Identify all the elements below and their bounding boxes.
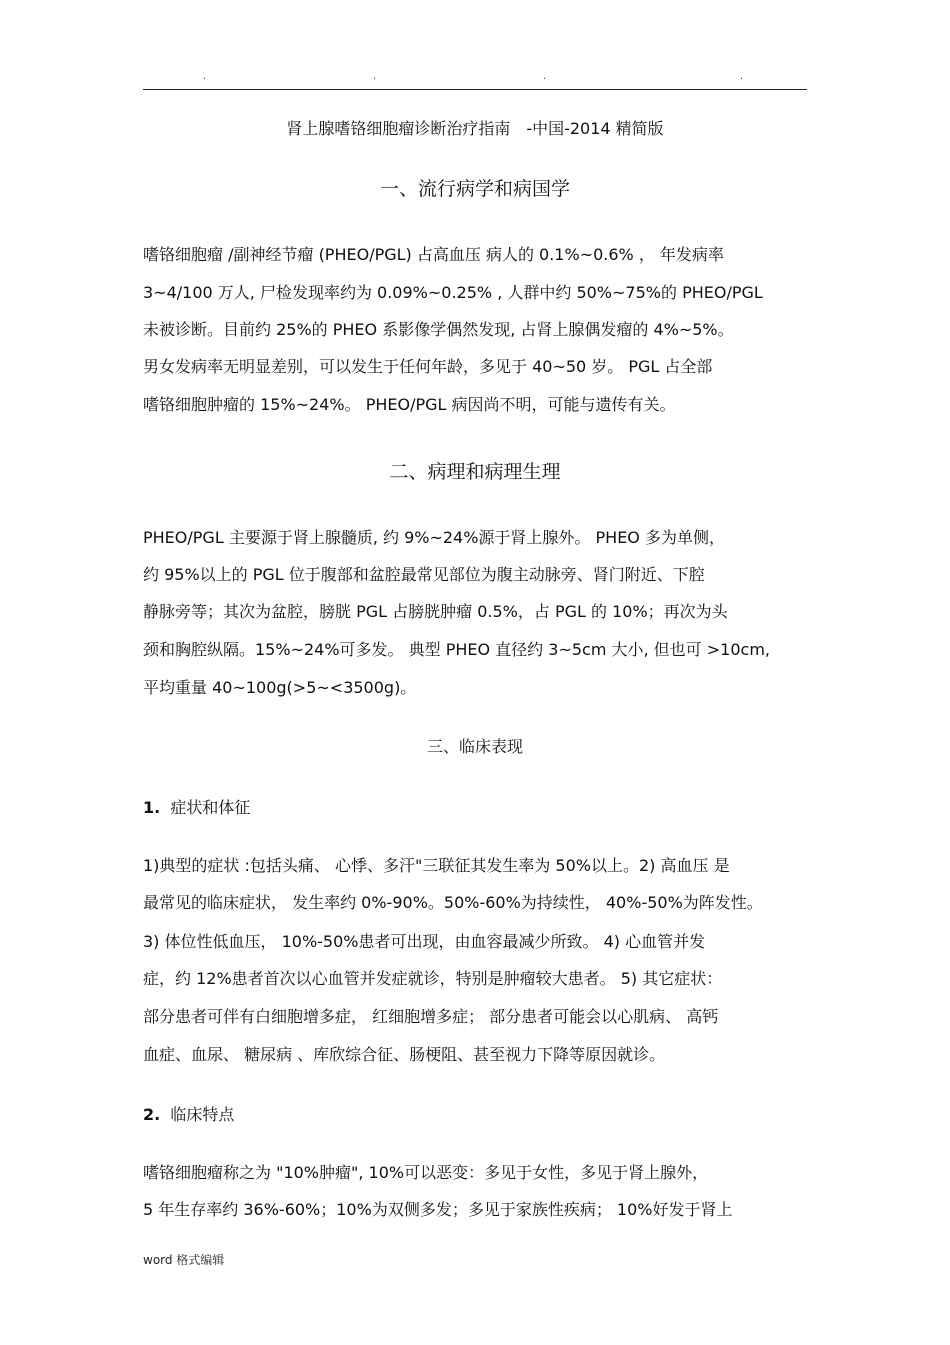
- subsection-title: 临床特点: [170, 1105, 235, 1124]
- paragraph-line: 最常见的临床症状， 发生率约 0%-90%。50%-60%为持续性， 40%-50%为阵发性。: [143, 893, 763, 912]
- header-dot: .: [543, 71, 547, 82]
- subsection-number: 2.: [143, 1105, 161, 1124]
- subsection-heading-symptoms: [143, 797, 807, 819]
- paragraph-line: 嗜铬细胞瘤称之为 "10%肿瘤", 10%可以恶变：多见于女性，多见于肾上腺外，: [143, 1163, 709, 1182]
- header-dot: .: [740, 71, 744, 82]
- paragraph-line: 3~4/100 万人, 尸检发现率约为 0.09%~0.25% , 人群中约 50%~75%的 PHEO/PGL: [143, 283, 763, 302]
- paragraph-line: 血症、血尿、 糖尿病 、库欣综合征、肠梗阻、甚至视力下降等原因就诊。: [143, 1045, 666, 1064]
- paragraph-line: PHEO/PGL 主要源于肾上腺髓质, 约 9%~24%源于肾上腺外。 PHEO 多为单侧，: [143, 528, 725, 547]
- paragraph-line: 颈和胸腔纵隔。15%~24%可多发。 典型 PHEO 直径约 3~5cm 大小, 但也可 >10cm,: [143, 640, 770, 659]
- header-dots: [143, 72, 806, 84]
- paragraph-line: 约 95%以上的 PGL 位于腹部和盆腔最常见部位为腹主动脉旁、肾门附近、下腔: [143, 565, 705, 584]
- subsection-title: 症状和体征: [170, 798, 251, 817]
- paragraph-line: 3) 体位性低血压， 10%-50%患者可出现，由血容最减少所致。 4) 心血管并发: [143, 932, 706, 951]
- section-heading-pathology: 二、病理和病理生理: [389, 461, 561, 483]
- paragraph-line: 症，约 12%患者首次以心血管并发症就诊，特别是肿瘤较大患者。 5) 其它症状：: [143, 969, 723, 988]
- header-rule: [143, 89, 807, 90]
- paragraph-line: 1)典型的症状 :包括头痛、 心悸、多汗"三联征其发生率为 50%以上。2) 高血压 是: [143, 856, 730, 875]
- paragraph-line: 嗜铬细胞肿瘤的 15%~24%。 PHEO/PGL 病因尚不明，可能与遗传有关。: [143, 395, 676, 414]
- paragraph-line: 嗜铬细胞瘤 /副神经节瘤 (PHEO/PGL) 占高血压 病人的 0.1%~0.6% ， 年发病率: [143, 245, 724, 264]
- subsection-number: 1.: [143, 798, 161, 817]
- subsection-heading-features: [143, 1104, 807, 1126]
- document-title: 肾上腺嗜铬细胞瘤诊断治疗指南 -中国-2014 精简版: [286, 119, 664, 138]
- header-dot: .: [373, 71, 377, 82]
- paragraph-line: 男女发病率无明显差别，可以发生于任何年龄，多见于 40~50 岁。 PGL 占全部: [143, 357, 713, 376]
- header-dot: .: [203, 71, 207, 82]
- paragraph-line: 部分患者可伴有白细胞增多症， 红细胞增多症； 部分患者可能会以心肌病、 高钙: [143, 1007, 719, 1026]
- section-heading-clinical: 三、临床表现: [426, 737, 523, 756]
- paragraph-line: 未被诊断。目前约 25%的 PHEO 系影像学偶然发现, 占肾上腺偶发瘤的 4%~5%。: [143, 320, 734, 339]
- paragraph-line: 平均重量 40~100g(>5~<3500g)。: [143, 678, 417, 697]
- paragraph-line: 静脉旁等；其次为盆腔，膀胱 PGL 占膀胱肿瘤 0.5%，占 PGL 的 10%；再次为头: [143, 602, 728, 621]
- page-footer: word 格式编辑: [143, 1253, 225, 1267]
- paragraph-line: 5 年生存率约 36%-60%；10%为双侧多发；多见于家族性疾病； 10%好发于肾上: [143, 1200, 733, 1219]
- section-heading-epidemiology: 一、流行病学和病国学: [379, 178, 570, 200]
